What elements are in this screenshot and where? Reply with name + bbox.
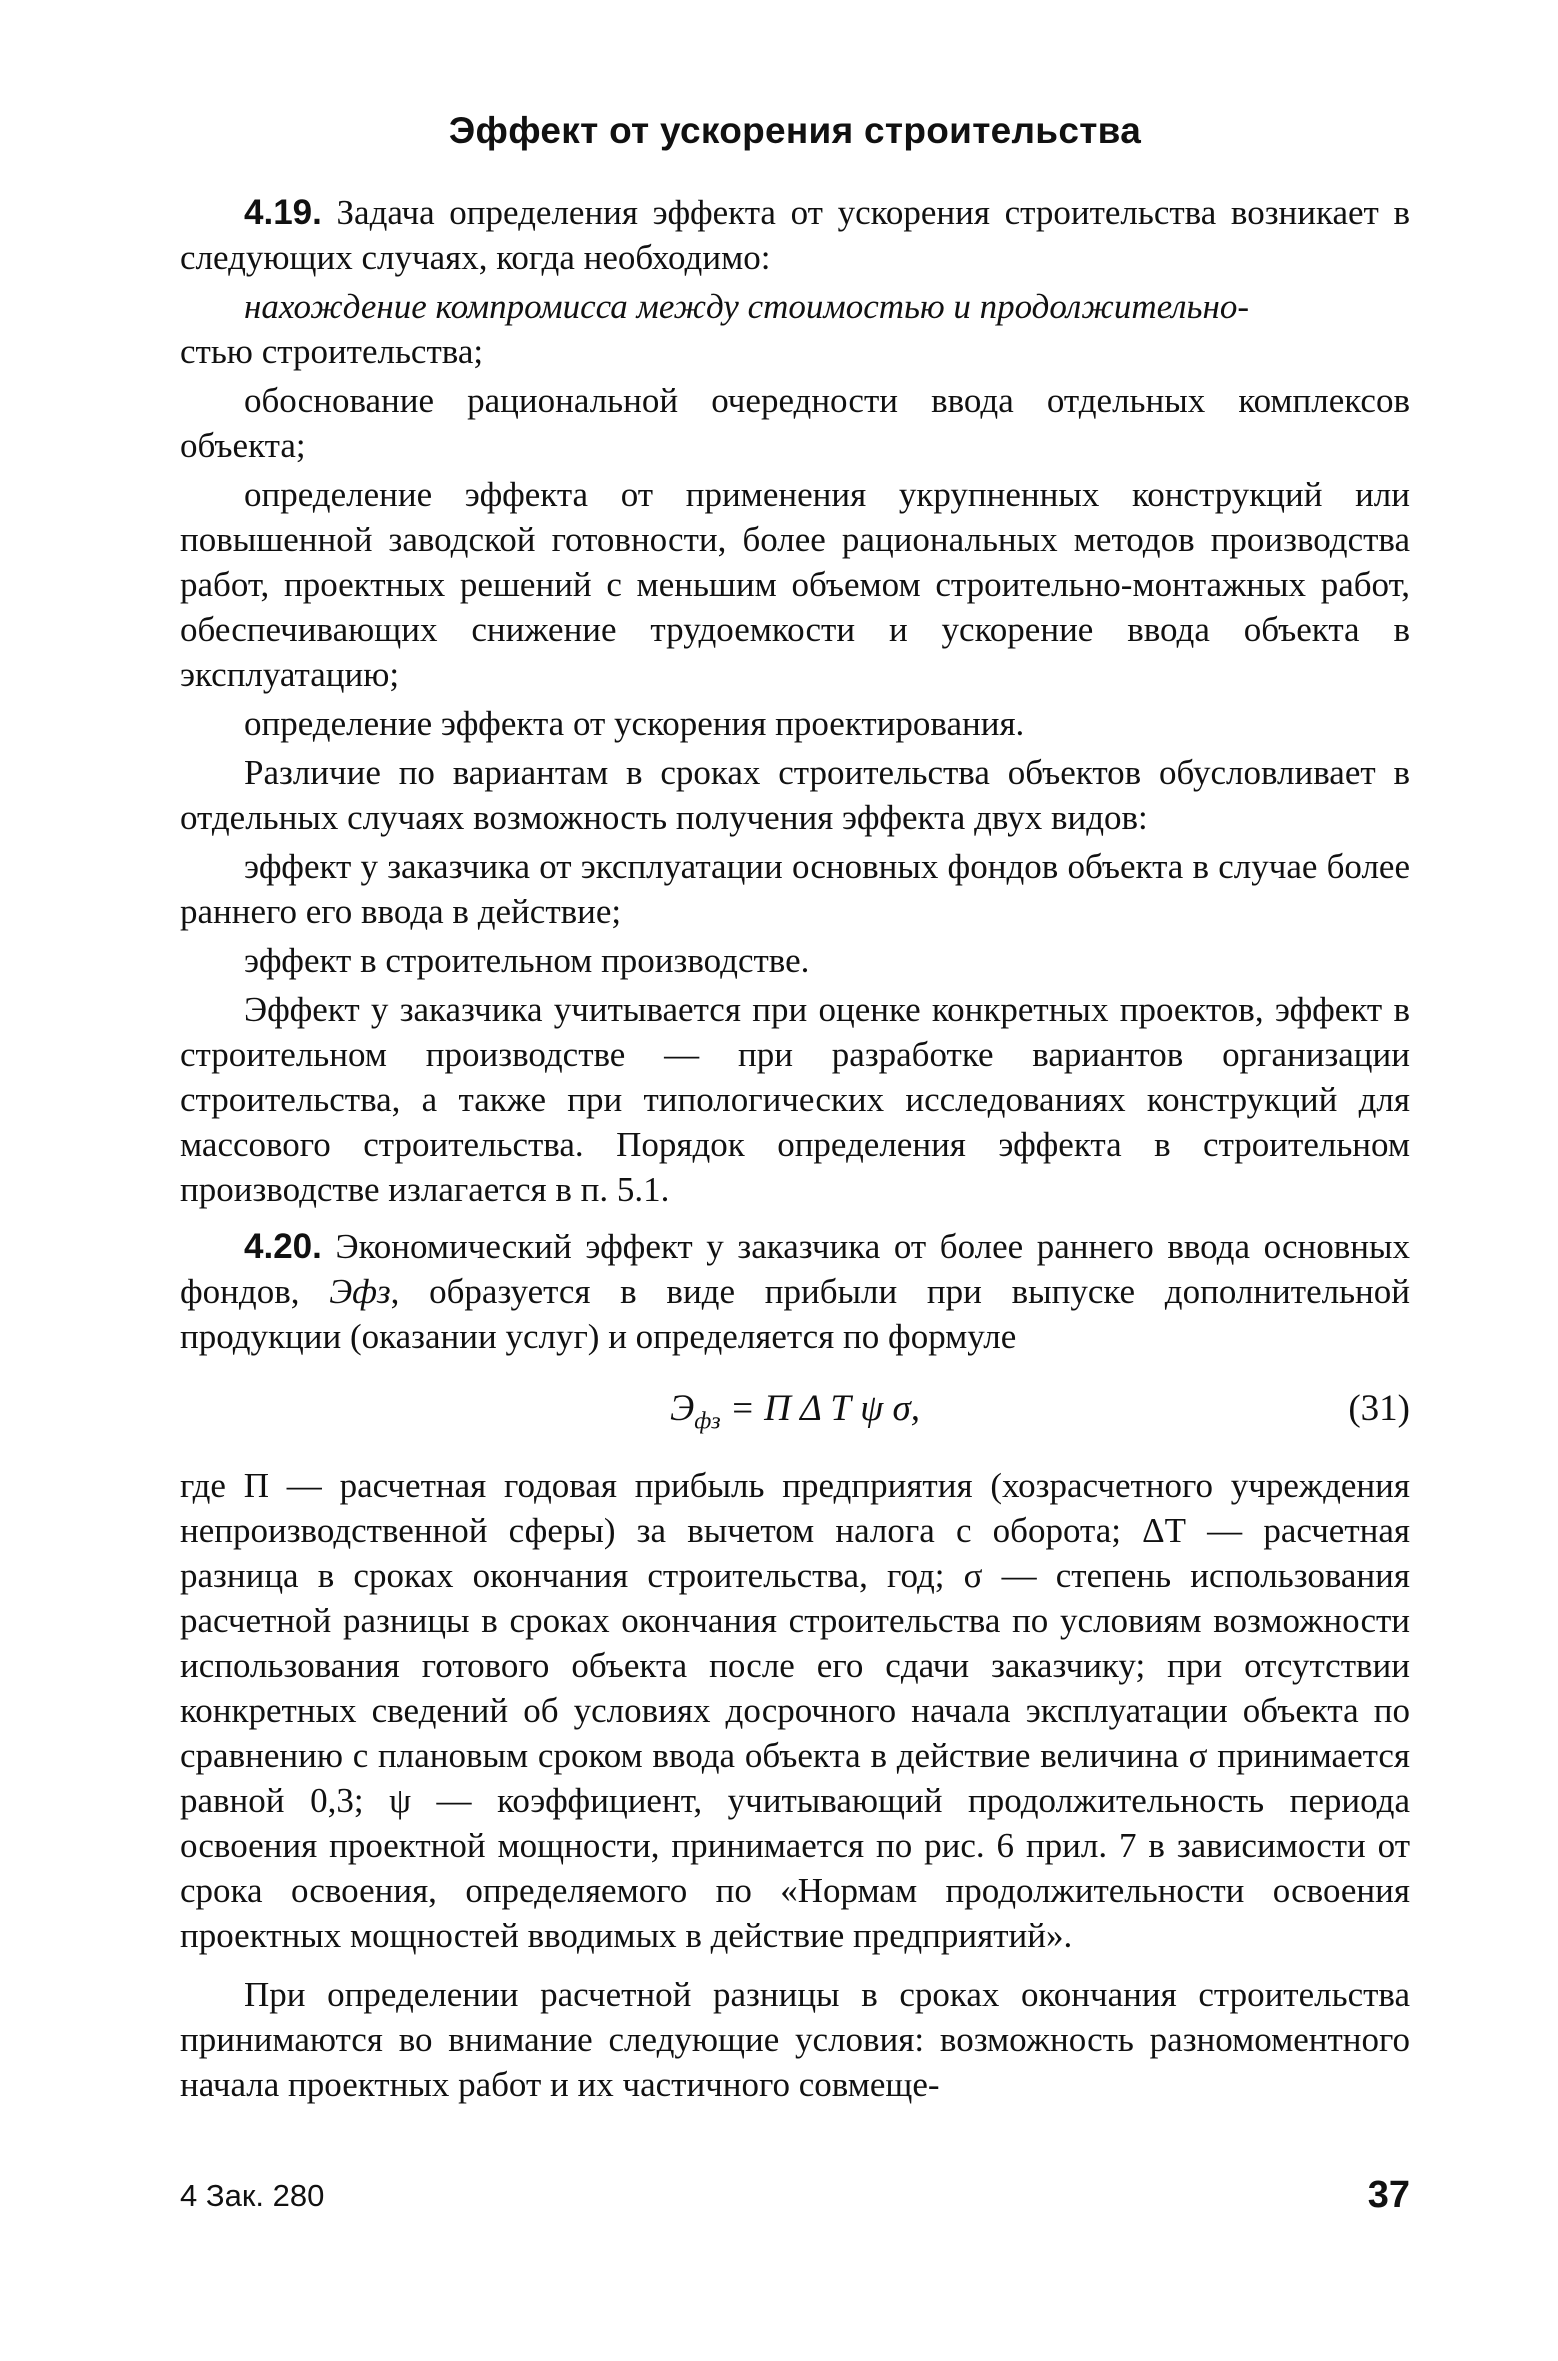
list-item-construction-effect: эффект в строительном производстве. (244, 941, 810, 980)
paragraph-text: Задача определения эффекта от ускорения строительства возникает в следующих случаях, когда необходимо: (180, 193, 1411, 277)
paragraph-text: стью строительства; (180, 332, 484, 371)
formula-expression (180, 1387, 1410, 1435)
list-item-compromise (180, 284, 1410, 329)
paragraph-definitions: где П — расчетная годовая прибыль предприятия (хозрасчетного учреждения непроизводственной сферы) за вычетом налога с оборота; ΔТ — расчетная разница в сроках окончания строительства, год; σ — степень использования расчетной разницы в сроках окончания строительства по условиям возможности использования готового объекта после его сдачи заказчику; при отсутствии конкретных сведений об условиях досрочного начала эксплуатации объекта по сравнению с плановым сроком ввода объекта в действие величина σ принимается равной 0,3; ψ — коэффициент, учитывающий продолжительность периода освоения проектной мощности, принимается по рис. 6 прил. 7 в зависимости от срока освоения, определяемого по «Нормам продолжительности освоения проектных мощностей вводимых в действие предприятий». (180, 1466, 1410, 1955)
formula-subscript: фз (694, 1408, 721, 1435)
paragraph-4-20 (180, 1224, 1410, 1359)
section-heading: Эффект от ускорения строительства (448, 110, 1142, 151)
print-signature: 4 Зак. 280 (180, 2178, 325, 2213)
page-body (180, 110, 1410, 2111)
formula-31 (180, 1383, 1410, 1441)
paragraph-text: , образуется в виде прибыли при выпуске дополнительной продукции (оказании услуг) и определяется по формуле (180, 1272, 1411, 1356)
paragraph-4-19 (180, 190, 1410, 280)
page-number: 37 (1367, 2174, 1410, 2216)
page-footer (180, 2174, 1410, 2228)
list-item-justification: обоснование рациональной очередности ввода отдельных комплексов объекта; (180, 381, 1410, 465)
paragraph-conditions: При определении расчетной разницы в сроках окончания строительства принимаются во внимание следующие условия: возможность разномоментного начала проектных работ и их частичного совмеще- (180, 1975, 1410, 2104)
paragraph-variants: Различие по вариантам в сроках строительства объектов обусловливает в отдельных случаях возможность получения эффекта двух видов: (180, 753, 1410, 837)
list-item-structures: определение эффекта от применения укрупненных конструкций или повышенной заводской готовности, более рациональных методов производства работ, проектных решений с меньшим объемом строительно-монтажных работ, обеспечивающих снижение трудоемкости и ускорение ввода объекта в эксплуатацию; (180, 475, 1410, 694)
clause-number: 4.19. (244, 193, 322, 232)
paragraph-customer-effect: Эффект у заказчика учитывается при оценке конкретных проектов, эффект в строительном производстве — при разработке вариантов организации строительства, а также при типологических исследованиях конструкций для массового строительства. Порядок определения эффекта в строительном производстве излагается в п. 5.1. (180, 990, 1410, 1209)
equation-number: (31) (1348, 1388, 1410, 1429)
formula-rhs: = П Δ Т ψ σ, (720, 1388, 920, 1429)
list-item-customer-effect: эффект у заказчика от эксплуатации основных фондов объекта в случае более раннего его ввода в действие; (180, 847, 1410, 931)
list-item-design: определение эффекта от ускорения проектирования. (244, 704, 1025, 743)
italic-text: нахождение компромисса между стоимостью и продолжительно- (244, 287, 1249, 326)
symbol-effect: Эфз (329, 1272, 391, 1311)
formula-lhs: Э (670, 1388, 695, 1429)
list-item-compromise-cont (180, 329, 1410, 374)
paragraph-text: Экономический эффект у заказчика от более раннего ввода основных фондов, (180, 1227, 1411, 1311)
clause-number: 4.20. (244, 1227, 322, 1266)
